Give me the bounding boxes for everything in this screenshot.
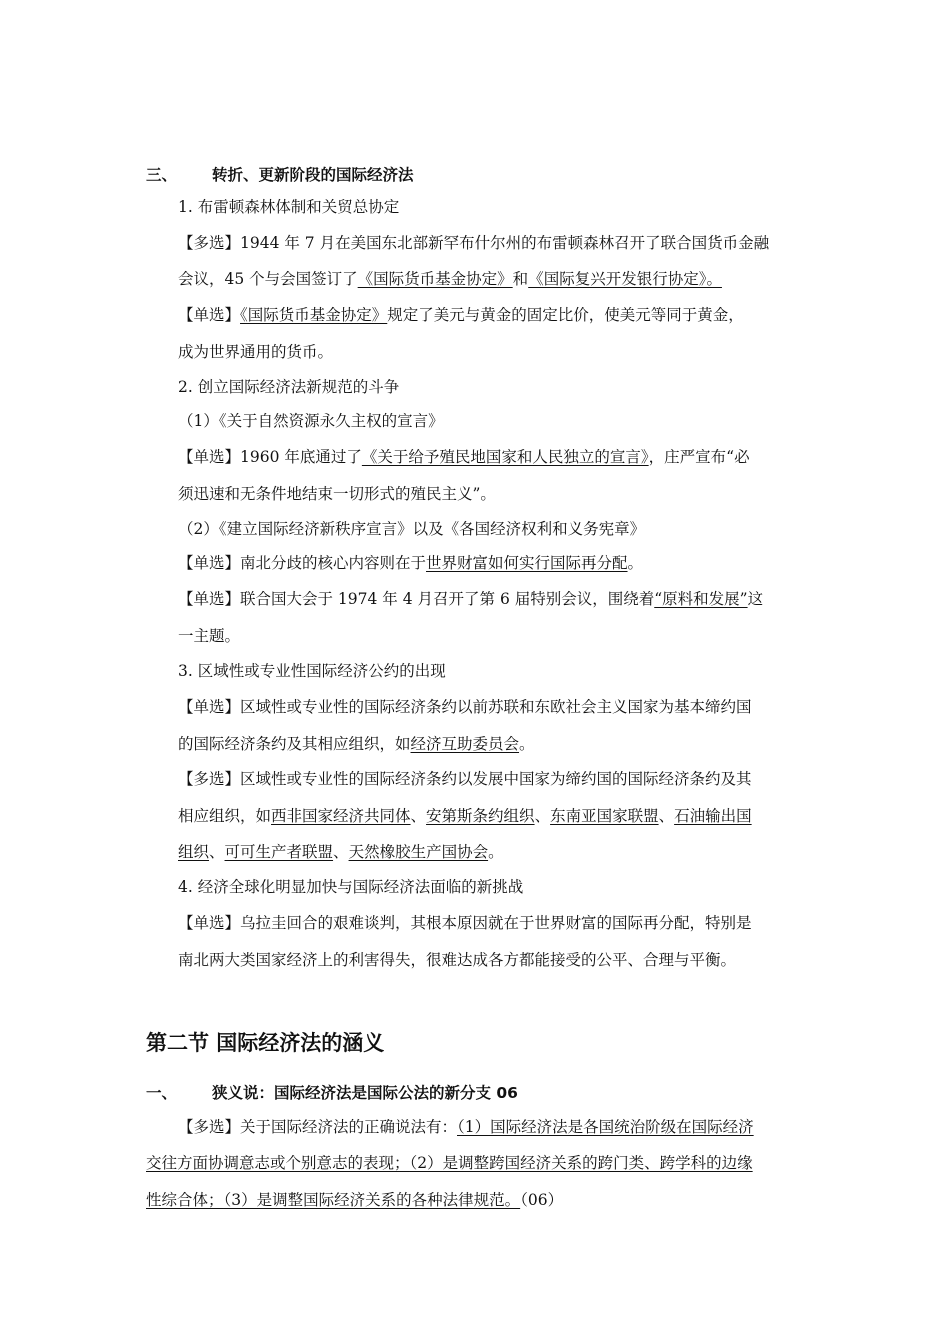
subheading-2: 2. 创立国际经济法新规范的斗争 — [178, 378, 400, 396]
para-7-line-3: 组织、可可生产者联盟、天然橡胶生产国协会。 — [178, 843, 504, 861]
heading-three: 三、 转折、更新阶段的国际经济法 — [146, 166, 414, 184]
para-9-line-2: 交往方面协调意志或个别意志的表现；（2）是调整跨国经济关系的跨门类、跨学科的边缘 — [146, 1154, 753, 1172]
para-1-line-2: 会议，45 个与会国签订了《国际货币基金协定》和《国际复兴开发银行协定》。 — [178, 270, 722, 288]
para-8-line-2: 南北两大类国家经济上的利害得失，很难达成各方都能接受的公平、合理与平衡。 — [178, 951, 737, 969]
para-1-line-1: 【多选】1944 年 7 月在美国东北部新罕布什尔州的布雷顿森林召开了联合国货币金融 — [178, 234, 770, 252]
para-5-line-1: 【单选】联合国大会于 1974 年 4 月召开了第 6 届特别会议，围绕着“原料和发展”这 — [178, 590, 764, 608]
section-title: 第二节 国际经济法的涵义 — [146, 1031, 385, 1055]
subheading-1: 1. 布雷顿森林体制和关贸总协定 — [178, 198, 400, 216]
para-2-line-1: 【单选】《国际货币基金协定》规定了美元与黄金的固定比价，使美元等同于黄金， — [178, 306, 744, 324]
para-9-line-1: 【多选】关于国际经济法的正确说法有：（1）国际经济法是各国统治阶级在国际经济 — [178, 1118, 754, 1136]
para-2-line-2: 成为世界通用的货币。 — [178, 343, 334, 361]
para-6-line-1: 【单选】区域性或专业性的国际经济条约以前苏联和东欧社会主义国家为基本缔约国 — [178, 698, 752, 716]
para-4: 【单选】南北分歧的核心内容则在于世界财富如何实行国际再分配。 — [178, 554, 644, 572]
subheading-4: 4. 经济全球化明显加快与国际经济法面临的新挑战 — [178, 878, 524, 896]
para-5-line-2: 一主题。 — [178, 627, 241, 645]
para-7-line-2: 相应组织，如西非国家经济共同体、安第斯条约组织、东南亚国家联盟、石油输出国 — [178, 807, 752, 825]
subheading-3: 3. 区域性或专业性国际经济公约的出现 — [178, 662, 446, 680]
subheading-2-2: （2）《建立国际经济新秩序宣言》以及《各国经济权利和义务宪章》 — [178, 520, 646, 538]
para-7-line-1: 【多选】区域性或专业性的国际经济条约以发展中国家为缔约国的国际经济条约及其 — [178, 770, 752, 788]
para-8-line-1: 【单选】乌拉圭回合的艰难谈判，其根本原因就在于世界财富的国际再分配，特别是 — [178, 914, 752, 932]
para-3-line-1: 【单选】1960 年底通过了《关于给予殖民地国家和人民独立的宣言》，庄严宣布“必 — [178, 448, 750, 466]
para-9-line-3: 性综合体；（3）是调整国际经济关系的各种法律规范。（06） — [146, 1191, 564, 1209]
para-3-line-2: 须迅速和无条件地结束一切形式的殖民主义”。 — [178, 485, 496, 503]
heading-one: 一、 狭义说：国际经济法是国际公法的新分支 06 — [146, 1084, 518, 1102]
subheading-2-1: （1）《关于自然资源永久主权的宣言》 — [178, 412, 444, 430]
para-6-line-2: 的国际经济条约及其相应组织，如经济互助委员会。 — [178, 735, 535, 753]
